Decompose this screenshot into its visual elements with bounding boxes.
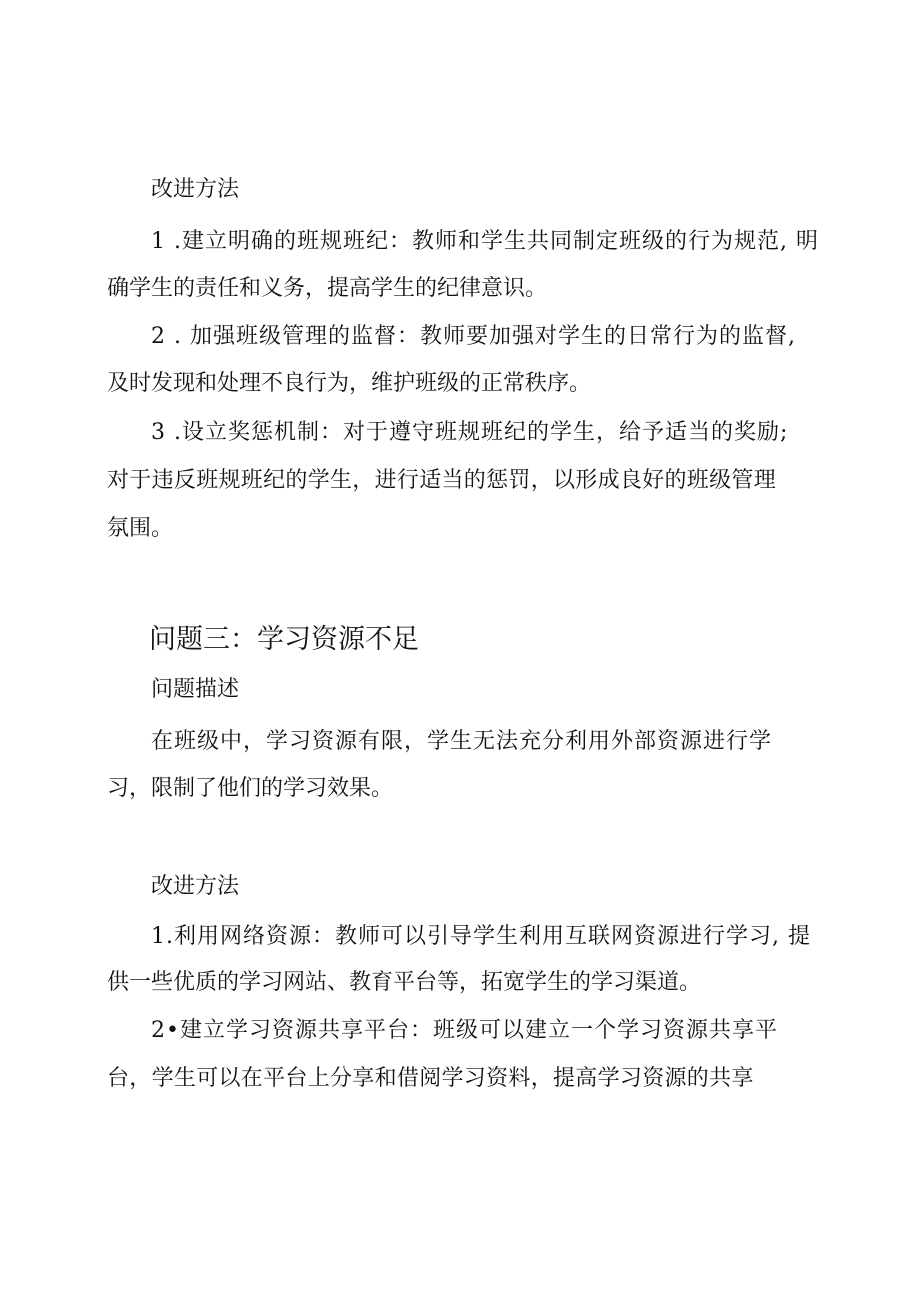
problem-description-heading: 问题描述 (151, 677, 240, 702)
improvement-methods-heading-2: 改进方法 (151, 874, 240, 899)
item-1-line-2: 确学生的责任和义务，提高学生的纪律意识。 (107, 276, 548, 301)
description-line-2: 习，限制了他们的学习效果。 (107, 776, 394, 801)
item-1-line-1: 1 .建立明确的班规班纪：教师和学生共同制定班级的行为规范, 明 (151, 229, 819, 254)
item-4-line-2: 供一些优质的学习网站、教育平台等，拓宽学生的学习渠道。 (107, 970, 702, 995)
item-3-line-3: 氛围。 (107, 516, 174, 541)
description-line-1: 在班级中，学习资源有限，学生无法充分利用外部资源进行学 (151, 729, 773, 754)
item-4-line-1: 1.利用网络资源：教师可以引导学生利用互联网资源进行学习, 提 (151, 924, 811, 949)
improvement-methods-heading: 改进方法 (151, 177, 240, 202)
item-3-line-1: 3 .设立奖惩机制：对于遵守班规班纪的学生，给予适当的奖励; (151, 420, 789, 445)
item-2-line-2: 及时发现和处理不良行为，维护班级的正常秩序。 (107, 371, 592, 396)
item-2-line-1: 2 . 加强班级管理的监督：教师要加强对学生的日常行为的监督, (151, 324, 796, 349)
item-5-line-1: 2•建立学习资源共享平台：班级可以建立一个学习资源共享平 (151, 1018, 778, 1043)
item-5-line-2: 台，学生可以在平台上分享和借阅学习资料，提高学习资源的共享 (107, 1066, 754, 1091)
item-3-line-2: 对于违反班规班纪的学生，进行适当的惩罚，以形成良好的班级管理 (107, 468, 777, 493)
problem-three-title: 问题三：学习资源不足 (149, 624, 419, 655)
